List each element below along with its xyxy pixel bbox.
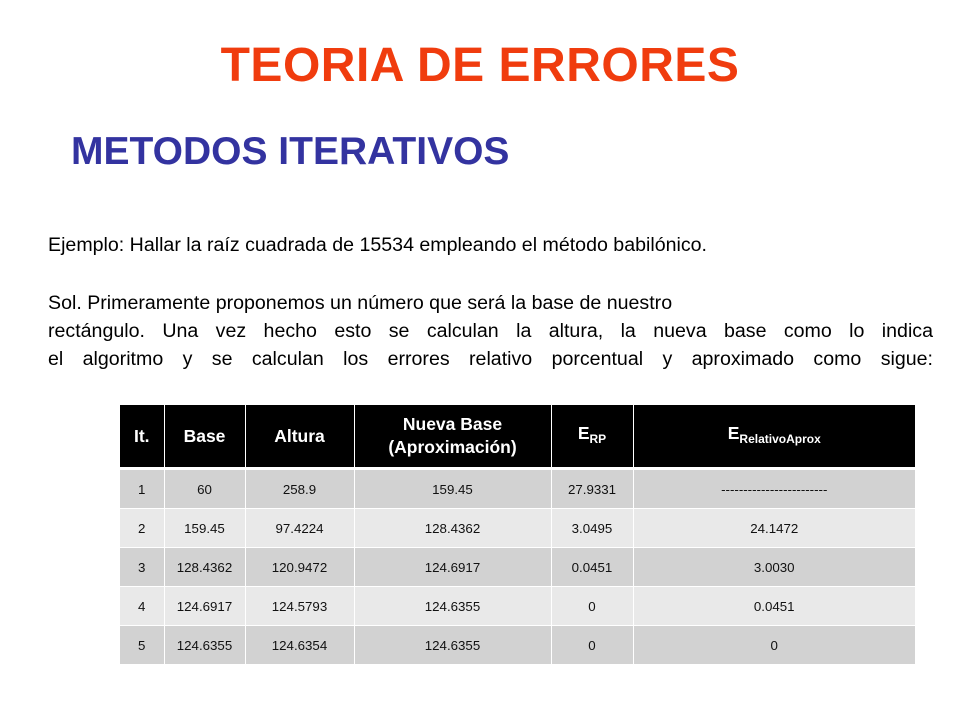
cell-base: 60	[164, 469, 245, 509]
page-subtitle: METODOS ITERATIVOS	[71, 130, 510, 173]
table-row	[120, 626, 915, 665]
header-nueva-base-line2: (Aproximación)	[388, 437, 517, 457]
cell-nueva-base: 124.6355	[354, 626, 551, 665]
table-row	[120, 469, 915, 509]
cell-altura: 124.6354	[245, 626, 354, 665]
cell-altura: 120.9472	[245, 548, 354, 587]
cell-error-aprox: ------------------------	[633, 469, 915, 509]
cell-erp: 0.0451	[551, 548, 633, 587]
cell-error-aprox: 3.0030	[633, 548, 915, 587]
cell-error-aprox: 24.1472	[633, 509, 915, 548]
header-altura: Altura	[245, 405, 354, 469]
solution-paragraph	[48, 289, 933, 373]
header-erp-sub: RP	[589, 431, 607, 446]
cell-altura: 258.9	[245, 469, 354, 509]
cell-nueva-base: 124.6355	[354, 587, 551, 626]
iterations-table	[120, 405, 915, 665]
solution-line: rectángulo. Una vez hecho esto se calculan la altura, la nueva base como lo indica	[48, 320, 933, 342]
example-statement: Ejemplo: Hallar la raíz cuadrada de 15534 empleando el método babilónico.	[48, 234, 707, 256]
cell-error-aprox: 0.0451	[633, 587, 915, 626]
header-base: Base	[164, 405, 245, 469]
cell-iteration: 2	[120, 509, 164, 548]
cell-nueva-base: 159.45	[354, 469, 551, 509]
table-row	[120, 548, 915, 587]
table-header-row	[120, 405, 915, 469]
cell-erp: 0	[551, 587, 633, 626]
cell-altura: 97.4224	[245, 509, 354, 548]
solution-line: Sol. Primeramente proponemos un número que será la base de nuestro	[48, 292, 673, 314]
cell-base: 128.4362	[164, 548, 245, 587]
header-error-relativo-aprox	[633, 405, 915, 469]
header-erp-main: E	[577, 422, 590, 443]
header-error-relativo-porcentual	[551, 405, 633, 469]
cell-iteration: 1	[120, 469, 164, 509]
cell-nueva-base: 124.6917	[354, 548, 551, 587]
cell-altura: 124.5793	[245, 587, 354, 626]
cell-iteration: 5	[120, 626, 164, 665]
cell-iteration: 4	[120, 587, 164, 626]
cell-nueva-base: 128.4362	[354, 509, 551, 548]
cell-error-aprox: 0	[633, 626, 915, 665]
table-row	[120, 587, 915, 626]
cell-iteration: 3	[120, 548, 164, 587]
header-iteration: It.	[120, 405, 164, 469]
page-title: TEORIA DE ERRORES	[220, 39, 740, 92]
cell-erp: 27.9331	[551, 469, 633, 509]
cell-base: 124.6355	[164, 626, 245, 665]
solution-line: el algoritmo y se calculan los errores relativo porcentual y aproximado como sigue:	[48, 348, 933, 370]
header-era-sub: RelativoAprox	[739, 431, 821, 446]
cell-base: 159.45	[164, 509, 245, 548]
cell-erp: 0	[551, 626, 633, 665]
header-nueva-base	[354, 405, 551, 469]
header-nueva-base-line1: Nueva Base	[402, 414, 503, 434]
cell-base: 124.6917	[164, 587, 245, 626]
table-body	[120, 469, 915, 665]
header-era-main: E	[727, 422, 740, 443]
cell-erp: 3.0495	[551, 509, 633, 548]
table-row	[120, 509, 915, 548]
